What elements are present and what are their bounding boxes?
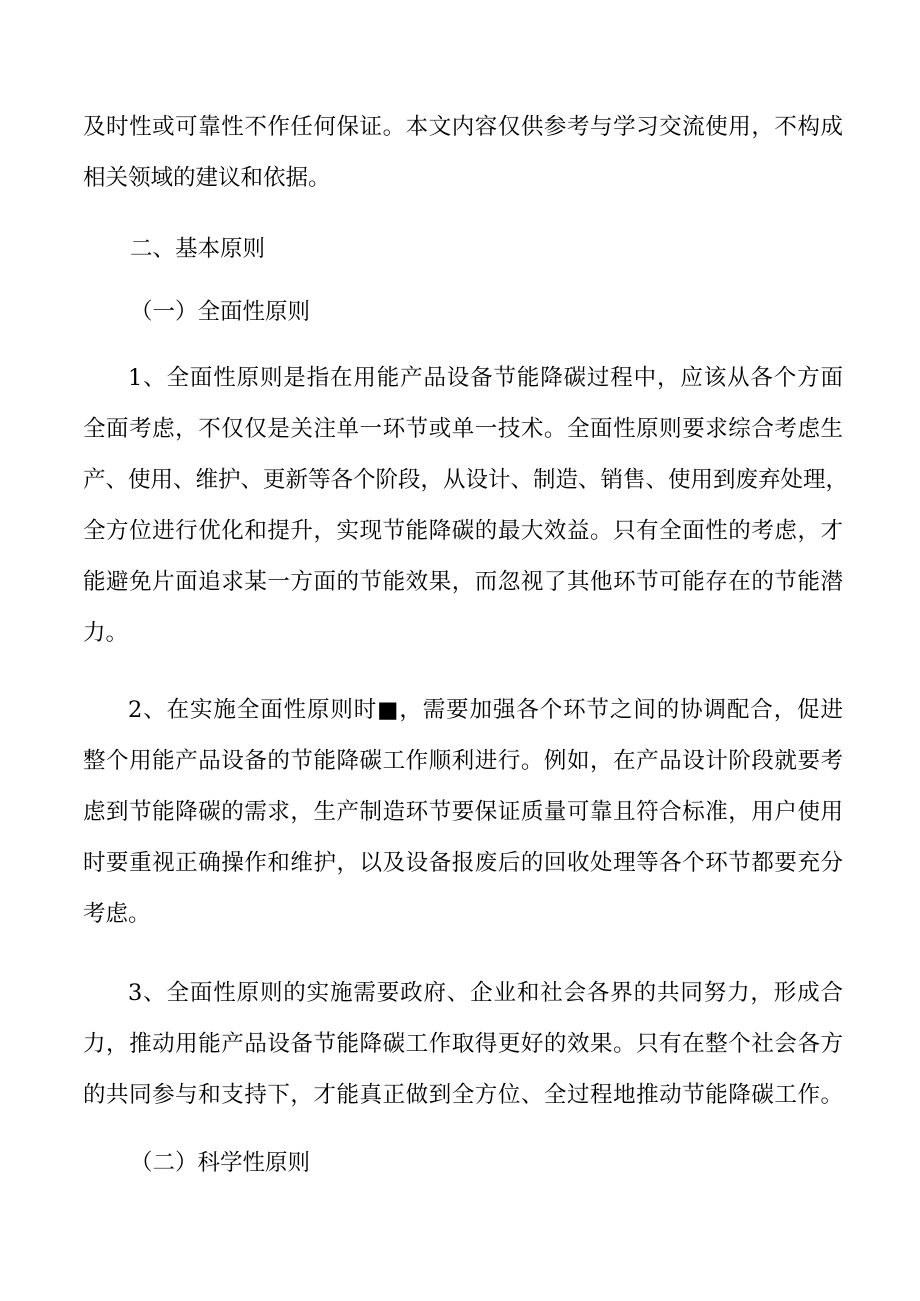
- subsection-1-heading: （一）全面性原则: [130, 299, 311, 325]
- section-heading: 二、基本原则: [130, 236, 266, 262]
- para1-line-4: 全方位进行优化和提升，实现节能降碳的最大效益。只有全面性的考虑，才: [83, 518, 843, 544]
- para2-line-5: 考虑。: [83, 901, 151, 927]
- para2-line-2: 整个用能产品设备的节能降碳工作顺利进行。例如，在产品设计阶段就要考: [83, 748, 843, 774]
- para3-line-2: 力，推动用能产品设备节能降碳工作取得更好的效果。只有在整个社会各方: [83, 1031, 843, 1057]
- para2-line-3: 虑到节能降碳的需求，生产制造环节要保证质量可靠且符合标准，用户使用: [83, 799, 843, 825]
- subsection-2-heading: （二）科学性原则: [130, 1150, 311, 1176]
- para1-line-1: 1、全面性原则是指在用能产品设备节能降碳过程中，应该从各个方面: [128, 365, 843, 391]
- para3-line-3: 的共同参与和支持下，才能真正做到全方位、全过程地推动节能降碳工作。: [83, 1082, 843, 1108]
- intro-line-2: 相关领域的建议和依据。: [83, 165, 331, 191]
- para1-line-5: 能避免片面追求某一方面的节能效果，而忽视了其他环节可能存在的节能潜: [83, 569, 843, 595]
- para1-line-2: 全面考虑，不仅仅是关注单一环节或单一技术。全面性原则要求综合考虑生: [83, 416, 843, 442]
- intro-line-1: 及时性或可靠性不作任何保证。本文内容仅供参考与学习交流使用，不构成: [83, 114, 843, 140]
- para2-line-1: 2、在实施全面性原则时■，需要加强各个环节之间的协调配合，促进: [128, 697, 843, 723]
- para1-line-3: 产、使用、维护、更新等各个阶段，从设计、制造、销售、使用到废弃处理，: [83, 467, 849, 493]
- para2-line-4: 时要重视正确操作和维护，以及设备报废后的回收处理等各个环节都要充分: [83, 850, 843, 876]
- para1-line-6: 力。: [83, 620, 129, 646]
- para3-line-1: 3、全面性原则的实施需要政府、企业和社会各界的共同努力，形成合: [128, 980, 843, 1006]
